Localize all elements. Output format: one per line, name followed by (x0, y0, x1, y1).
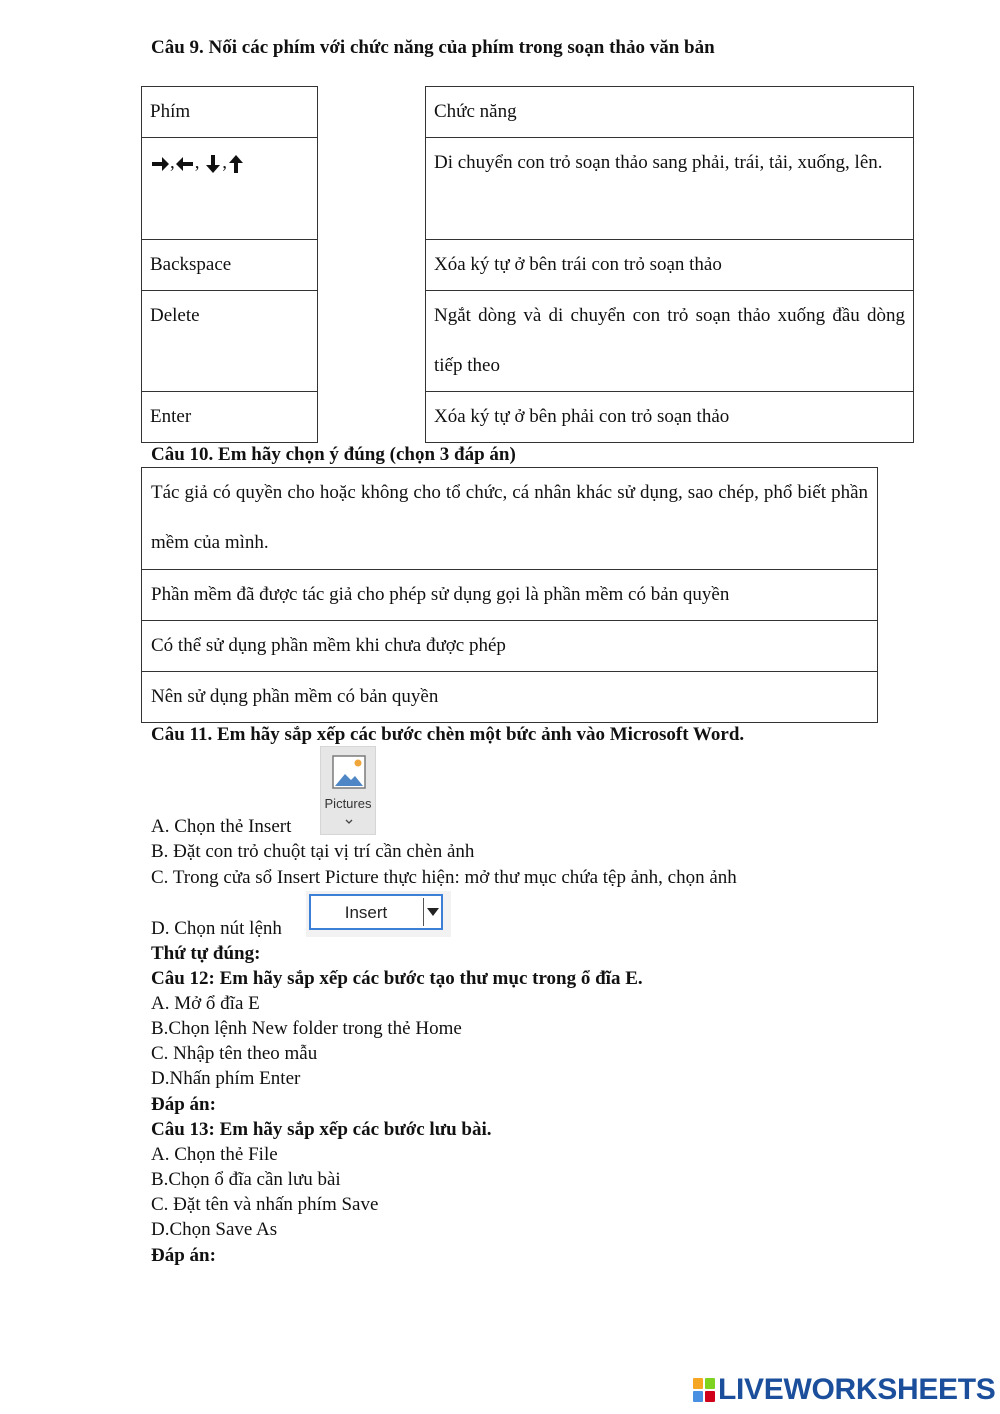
liveworksheets-logo (692, 1374, 996, 1406)
q10-options-table (141, 467, 878, 723)
q12-step[interactable]: D.Nhấn phím Enter (151, 1068, 301, 1089)
function-item[interactable]: Xóa ký tự ở bên trái con trỏ soạn thảo (426, 240, 914, 291)
q12-step[interactable]: B.Chọn lệnh New folder trong thẻ Home (151, 1018, 462, 1039)
logo-mark-icon (692, 1377, 716, 1403)
q10-option[interactable]: Nên sử dụng phần mềm có bản quyền (142, 672, 878, 723)
pictures-label: Pictures (324, 796, 372, 811)
q11-title: Câu 11. Em hãy sắp xếp các bước chèn một bức ảnh vào Microsoft Word. (151, 724, 745, 745)
q10-option[interactable]: Tác giả có quyền cho hoặc không cho tổ chức, cá nhân khác sử dụng, sao chép, phổ biết phần mềm của mình. (142, 468, 878, 570)
keys-header: Phím (142, 87, 318, 138)
dropdown-arrow-icon (427, 908, 439, 916)
insert-button-image (306, 891, 451, 937)
q13-step[interactable]: B.Chọn ổ đĩa cần lưu bài (151, 1169, 341, 1190)
q11-step-d[interactable]: D. Chọn nút lệnh (151, 918, 282, 939)
q11-step-b[interactable]: B. Đặt con trỏ chuột tại vị trí cần chèn ảnh (151, 841, 475, 862)
picture-icon (332, 755, 366, 789)
q13-step[interactable]: A. Chọn thẻ File (151, 1144, 278, 1165)
q13-title: Câu 13: Em hãy sắp xếp các bước lưu bài. (151, 1119, 492, 1140)
function-item[interactable]: Ngắt dòng và di chuyển con trỏ soạn thảo xuống đầu dòng tiếp theo (426, 291, 914, 392)
function-item[interactable]: Xóa ký tự ở bên phải con trỏ soạn thảo (426, 392, 914, 443)
q13-step[interactable]: D.Chọn Save As (151, 1219, 278, 1240)
q13-answer-label: Đáp án: (151, 1245, 216, 1266)
key-backspace[interactable]: Backspace (142, 240, 318, 291)
arrow-up-icon (227, 154, 245, 174)
q12-answer-label: Đáp án: (151, 1094, 216, 1115)
logo-text: LIVEWORKSHEETS (718, 1373, 996, 1406)
keys-table (141, 86, 318, 443)
arrow-left-icon (175, 155, 195, 173)
pictures-button-image (320, 746, 376, 835)
q11-answer-label: Thứ tự đúng: (151, 943, 261, 964)
q9-title: Câu 9. Nối các phím với chức năng của phím trong soạn thảo văn bản (151, 37, 715, 58)
insert-label: Insert (344, 903, 388, 922)
q11-step-a[interactable]: A. Chọn thẻ Insert (151, 816, 292, 837)
q13-step[interactable]: C. Đặt tên và nhấn phím Save (151, 1194, 379, 1215)
q10-option[interactable]: Phần mềm đã được tác giả cho phép sử dụng gọi là phần mềm có bản quyền (142, 570, 878, 621)
q11-step-c[interactable]: C. Trong cửa sổ Insert Picture thực hiện: mở thư mục chứa tệp ảnh, chọn ảnh (151, 867, 737, 888)
key-enter[interactable]: Enter (142, 392, 318, 443)
chevron-down-icon (345, 819, 353, 825)
key-delete[interactable]: Delete (142, 291, 318, 392)
arrow-right-icon (150, 155, 170, 173)
q10-title: Câu 10. Em hãy chọn ý đúng (chọn 3 đáp án) (151, 444, 516, 465)
q12-title: Câu 12: Em hãy sắp xếp các bước tạo thư mục trong ổ đĩa E. (151, 968, 643, 989)
functions-table (425, 86, 914, 443)
functions-header: Chức năng (426, 87, 914, 138)
q12-step[interactable]: A. Mở ổ đĩa E (151, 993, 260, 1014)
q12-step[interactable]: C. Nhập tên theo mẫu (151, 1043, 318, 1064)
arrow-down-icon (204, 154, 222, 174)
key-arrows[interactable]: , , , (142, 138, 318, 240)
q10-option[interactable]: Có thể sử dụng phần mềm khi chưa được phép (142, 621, 878, 672)
function-item[interactable]: Di chuyển con trỏ soạn thảo sang phải, trái, tải, xuống, lên. (426, 138, 914, 240)
